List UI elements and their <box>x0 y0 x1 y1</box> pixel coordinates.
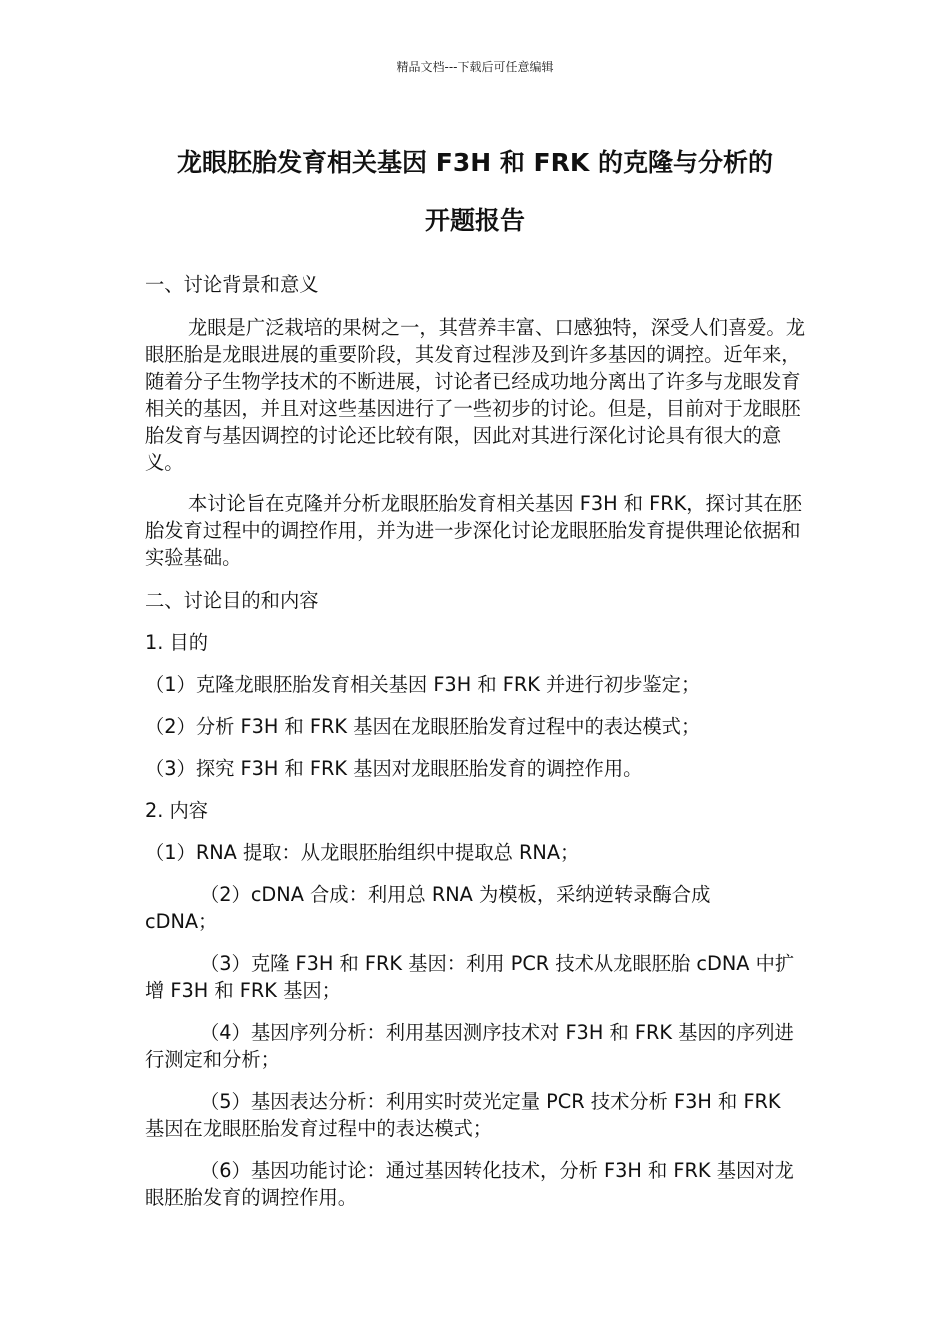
content-item-1: （1）RNA 提取：从龙眼胚胎组织中提取总 RNA； <box>145 841 580 864</box>
title-line-2: 开题报告 <box>424 206 525 235</box>
document-title <box>140 134 810 250</box>
content-item-5: （5）基因表达分析：利用实时荧光定量 PCR 技术分析 F3H 和 FRK 基因在龙眼胚胎发育过程中的表达模式； <box>145 1090 781 1140</box>
header-note: 精品文档---下载后可任意编辑 <box>396 60 554 74</box>
background-paragraph-2: 本讨论旨在克隆并分析龙眼胚胎发育相关基因 F3H 和 FRK，探讨其在胚胎发育过程中的调控作用，并为进一步深化讨论龙眼胚胎发育提供理论依据和实验基础。 <box>145 492 802 569</box>
section-1-heading: 一、讨论背景和意义 <box>145 273 319 296</box>
section-2-heading: 二、讨论目的和内容 <box>145 589 319 612</box>
content-item-3: （3）克隆 F3H 和 FRK 基因：利用 PCR 技术从龙眼胚胎 cDNA 中扩增 F3H 和 FRK 基因； <box>145 952 795 1002</box>
goal-item-3: （3）探究 F3H 和 FRK 基因对龙眼胚胎发育的调控作用。 <box>145 757 643 780</box>
background-paragraph-1: 龙眼是广泛栽培的果树之一，其营养丰富、口感独特，深受人们喜爱。龙眼胚胎是龙眼进展的重要阶段，其发育过程涉及到许多基因的调控。近年来，随着分子生物学技术的不断进展，讨论者已经成功地分离出了许多与龙眼发育相关的基因，并且对这些基因进行了一些初步的讨论。但是，目前对于龙眼胚胎发育与基因调控的讨论还比较有限，因此对其进行深化讨论具有很大的意义。 <box>145 316 805 474</box>
content-item-6: （6）基因功能讨论：通过基因转化技术，分析 F3H 和 FRK 基因对龙眼胚胎发育的调控作用。 <box>145 1159 794 1209</box>
content-heading: 2. 内容 <box>145 799 209 822</box>
content-item-4: （4）基因序列分析：利用基因测序技术对 F3H 和 FRK 基因的序列进行测定和分析； <box>145 1021 794 1071</box>
goal-item-2: （2）分析 F3H 和 FRK 基因在龙眼胚胎发育过程中的表达模式； <box>145 715 701 738</box>
goal-heading: 1. 目的 <box>145 631 209 654</box>
title-line-1: 龙眼胚胎发育相关基因 F3H 和 FRK 的克隆与分析的 <box>177 148 773 177</box>
goal-item-1: （1）克隆龙眼胚胎发育相关基因 F3H 和 FRK 并进行初步鉴定； <box>145 673 701 696</box>
document-body <box>145 271 805 1211</box>
content-item-2: （2）cDNA 合成：利用总 RNA 为模板，采纳逆转录酶合成 cDNA； <box>145 883 711 933</box>
